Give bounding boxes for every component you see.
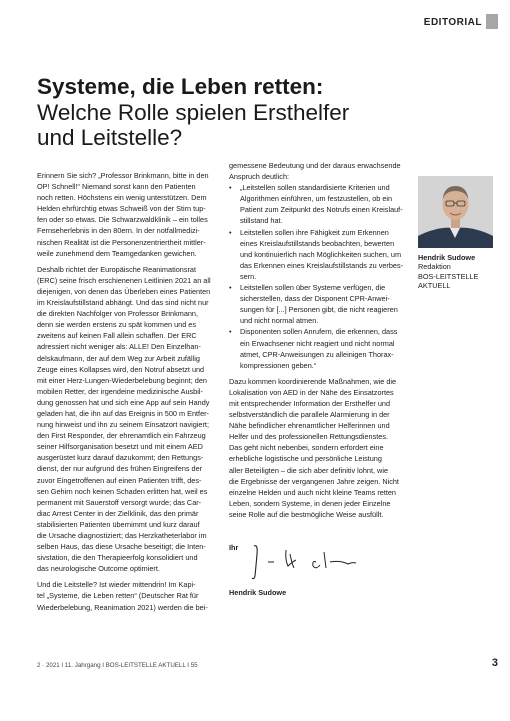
text-line: Algorithmen einführen, um festzustellen, ob ein xyxy=(240,194,393,204)
author-photo xyxy=(418,176,493,248)
bullet-icon: • xyxy=(229,327,232,337)
text-line: mobilen Retter, der irgendeine medizinische Ausbil- xyxy=(37,386,203,396)
text-line: zuvor Eingetroffenen auf einen Patienten trifft, des- xyxy=(37,475,202,485)
bullet-icon: • xyxy=(229,283,232,293)
text-line: Lokalisation von AED in der Nähe des Einsatzortes xyxy=(229,387,394,397)
author-name: Hendrik Sudowe xyxy=(418,253,476,262)
author-role-line: AKTUELL xyxy=(418,281,451,290)
signoff-greeting: Ihr xyxy=(229,543,239,552)
text-line: sivstation, die den Therapieerfolg konsolidiert und xyxy=(37,553,198,563)
text-line: noch retten. Höchstens ein wenig unterstützen. Dem xyxy=(37,193,207,203)
text-line: Helden ehrfürchtig etwas Schweiß von der Stirn tup- xyxy=(37,204,206,214)
text-line: nung hinweist und ihn zu seinem Einsatzort navigiert; xyxy=(37,420,209,430)
text-line: geladen hat, die ihn auf das Ereignis in 500 m Entfer- xyxy=(37,408,209,418)
text-line: zweitens auf keinen Fall allein schaffen. Der ERC xyxy=(37,331,197,341)
subheadline-line: und Leitstelle? xyxy=(37,125,183,150)
text-line: sungen für [...] Personen gibt, die nicht reagieren xyxy=(240,305,398,315)
bullet-icon: • xyxy=(229,227,232,237)
text-line: selbstverständlich die parallele Alarmierung in der xyxy=(229,410,390,420)
section-marker xyxy=(486,14,498,29)
headline: Systeme, die Leben retten: xyxy=(37,74,324,99)
text-line: ein Erwachsener nicht reagiert und nicht normal xyxy=(240,338,395,348)
author-role xyxy=(418,262,478,291)
text-line: adressiert nicht weniger als: ALLE! Den Einzelhan- xyxy=(37,342,201,352)
text-line: Nähe befindlicher ehrenamtlicher Helferinnen und xyxy=(229,421,390,431)
text-line: weile zunehmend dem Teamgedanken gewichen. xyxy=(37,248,197,258)
text-line: Patient zum Zeitpunkt des Notrufs einen Kreislauf- xyxy=(240,205,403,215)
body-column-middle xyxy=(229,160,407,520)
text-line: Helfer und des professionellen Rettungsdienstes. xyxy=(229,432,389,442)
signoff-name: Hendrik Sudowe xyxy=(229,588,287,597)
text-line: dienst, der nur aufgrund des frühen Eingreifens der xyxy=(37,464,203,474)
bullet-icon: • xyxy=(229,183,232,193)
bullet-item xyxy=(229,182,407,226)
text-line: eines Kreislaufstillstands beobachten, bewerten xyxy=(240,238,395,248)
text-line: Fernseherlebnis in den 80ern. In der notfallmedizi- xyxy=(37,226,200,236)
text-line: Anspruch deutlich: xyxy=(229,172,290,182)
handwritten-signature xyxy=(244,540,364,580)
text-line: Disponenten sollen Anrufern, die erkennen, dass xyxy=(240,327,398,337)
text-line: die Ursache diagnostiziert; das Herzkatheterlabor im xyxy=(37,531,207,540)
text-line: seine Rolle auf die bestmögliche Weise ausfüllt. xyxy=(229,509,384,519)
text-line: Zeuge eines Kollapses wird, den Notruf absetzt und xyxy=(37,364,205,374)
text-line: fen oder so etwas. Die Schwarzwaldklinik – ein tolles xyxy=(37,215,208,225)
text-line: den First Responder, der ehrenamtlich ein Fahrzeug xyxy=(37,431,206,441)
subheadline xyxy=(37,100,349,150)
text-line: Das geht nicht nebenbei, sondern erfordert eine xyxy=(229,443,384,453)
body-column-left xyxy=(37,170,217,613)
text-line: diejenigen, von denen das Überleben eines Patienten xyxy=(37,286,211,296)
text-line: OP! Schnell!“ Niemand sonst kann den Patienten xyxy=(37,182,196,192)
text-line: „Leitstellen sollen standardisierte Kriterien und xyxy=(240,183,390,193)
text-line: mit einer Herz-Lungen-Wiederbelebung beginnt; den xyxy=(37,375,207,385)
text-line: Wiederbelebung, Reanimation 2021) werden die bei- xyxy=(37,602,208,612)
text-line: stabilisierten Patienten übernimmt und kurz darauf xyxy=(37,519,200,529)
text-line: das Erkennen eines Kreislaufstillstands zu verbes- xyxy=(240,260,404,270)
footer-issue: 2 · 2021 I 11. Jahrgang I BOS-LEITSTELLE AKTUELL I 55 xyxy=(37,662,198,669)
text-line: erhebliche logistische und persönliche Leistung xyxy=(229,454,382,464)
text-line: nischen Realität ist die Personenzentriertheit mittler- xyxy=(37,237,206,247)
author-role-line: Redaktion xyxy=(418,262,451,271)
bullet-item xyxy=(229,282,407,326)
text-line: (ERC) seine frisch erschienenen Leitlinien 2021 an all xyxy=(37,275,211,285)
text-line: die direkten Nachfolger von Professor Brinkmann, xyxy=(37,309,199,319)
text-line: diac Arrest Center in der Zielklinik, das den primär xyxy=(37,508,199,518)
text-line: einzelne Helden und auch nicht kleine Teams retten xyxy=(229,487,396,497)
text-line: seiner Hilfsorganisation besetzt und mit einem AED xyxy=(37,442,203,452)
text-line: stillstand hat. xyxy=(240,216,283,226)
text-line: und nicht normal atmen. xyxy=(240,316,319,326)
text-line: das neurologische Outcome optimiert. xyxy=(37,564,160,574)
text-line: Erinnern Sie sich? „Professor Brinkmann, bitte in den xyxy=(37,171,209,180)
text-line: kompressionen geben.“ xyxy=(240,360,317,370)
text-line: permanent mit Sauerstoff versorgt wurde; das Car- xyxy=(37,497,202,507)
text-line: Leitstellen sollen ihre Fähigkeit zum Erkennen xyxy=(240,227,389,237)
text-line: sicherstellen, dass der Disponent CPR-Anwei- xyxy=(240,294,390,304)
text-line: Leitstellen sollen über Systeme verfügen, die xyxy=(240,283,386,293)
text-line: Und die Leitstelle? Ist wieder mittendrin! Im Kapi- xyxy=(37,580,196,590)
text-line: und kontinuierlich nach Möglichkeiten suchen, um xyxy=(240,249,402,259)
text-line: tel „Systeme, die Leben retten“ (Deutscher Rat für xyxy=(37,591,199,601)
text-line: im Kreislaufstillstand abhängt. Und das sind nicht nur xyxy=(37,298,209,308)
page-number: 3 xyxy=(491,657,498,669)
text-line: Dazu kommen koordinierende Maßnahmen, wie die xyxy=(229,376,397,386)
text-line: sern. xyxy=(240,271,257,281)
text-line: denn sie werden erstens zu spät kommen und es xyxy=(37,320,196,330)
bullet-item xyxy=(229,326,407,370)
text-line: atmet, CPR-Anweisungen zu alleinigen Thorax- xyxy=(240,349,394,359)
text-line: sen Gehirn noch keinen Schaden erlitten hat, weil es xyxy=(37,486,208,496)
text-line: die Ergebnisse der vergangenen Jahre zeigen. Nicht xyxy=(229,476,399,486)
text-line: Leben, sondern Systeme, in denen jeder Einzelne xyxy=(229,498,391,508)
section-label: EDITORIAL xyxy=(423,17,482,28)
text-line: gemessene Bedeutung und der daraus erwachsende xyxy=(229,161,401,170)
text-line: selben Haus, das diese Ursache beseitigt; die Inten- xyxy=(37,542,206,552)
text-line: mit entsprechender Information der Ersthelfer und xyxy=(229,398,391,408)
text-line: Deshalb richtet der Europäische Reanimationsrat xyxy=(37,264,196,274)
subheadline-line: Welche Rolle spielen Ersthelfer xyxy=(37,100,350,125)
bullet-item xyxy=(229,227,407,282)
author-role-line: BOS-LEITSTELLE xyxy=(418,271,479,281)
text-line: dung genossen hat und sich eine App auf sein Handy xyxy=(37,397,210,407)
text-line: ausgerüstet kurz darauf dazukommt; den Rettungs- xyxy=(37,453,204,463)
text-line: aller Beteiligten – die sich aber definitiv lohnt, wie xyxy=(229,465,388,475)
text-line: delskaufmann, der auf dem Weg zur Arbeit zufällig xyxy=(37,353,200,363)
